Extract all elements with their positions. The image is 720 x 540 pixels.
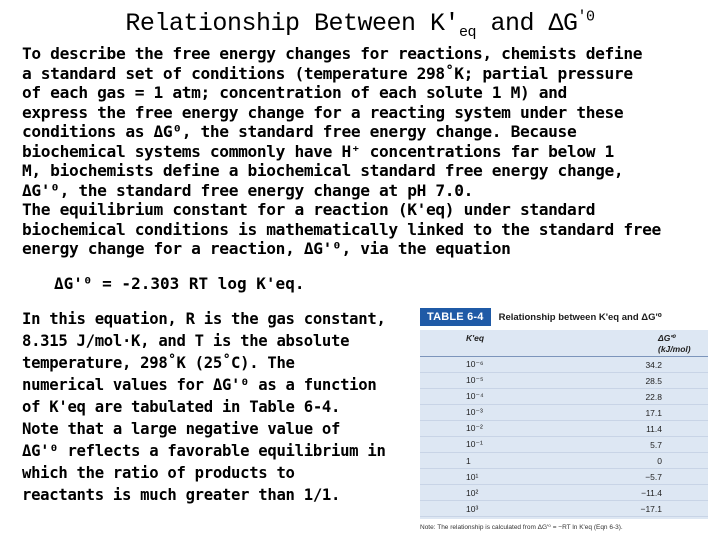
intro-paragraph-1: To describe the free energy changes for reactions, chemists define a standard set of conditions (temperature 298˚K; partial pressure of each gas = 1 atm; concentration of each solute 1 M) and express the free energy change for a reacting system under these conditions as ΔG⁰, the standard free energy change. Because biochemical systems commonly have H⁺ concentrations far below 1 M, biochemists define a biochemical standard free energy change, ΔG'⁰, the standard free energy change at pH 7.0. [22,44,643,200]
table-label: TABLE 6-4 [420,308,491,326]
table-note: Note: The relationship is calculated from ΔG'⁰ = −RT ln K'eq (Eqn 6-3). [420,524,623,531]
table-figure [420,306,708,531]
table-header-row [420,330,708,357]
table-row: 10³ −17.1 [420,501,708,517]
table-row: 10⁻¹ 5.7 [420,437,708,453]
table-body [420,330,708,519]
table-row: 10² −11.4 [420,485,708,501]
table-caption: Relationship between K'eq and ΔG'⁰ [498,311,662,323]
table-row: 10⁻⁵ 28.5 [420,373,708,389]
intro-text [22,44,712,259]
table-row: 10⁻² 11.4 [420,421,708,437]
page-title: Relationship Between $K'_{eq}$ and $\Delta G^{'0}$ [125,8,595,41]
intro-paragraph-2: The equilibrium constant for a reaction (K'eq) under standard biochemical conditions is mathematically linked to the standard free energy change for a reaction, ΔG'⁰, via the equation [22,200,661,258]
table-row: 10⁻³ 17.1 [420,405,708,421]
side-text: In this equation, R is the gas constant, 8.315 J/mol·K, and T is the absolute temperature, 298˚K (25˚C). The numerical values for ΔG'⁰ as a function of K'eq are tabulated in Table 6-4. Note that a large negative value of ΔG'⁰ reflects a favorable equilibrium in which the ratio of products to reactants is much greater than 1/1. [22,310,386,504]
column-header-keq: K'eq [466,333,485,343]
column-header-dg: ΔG'⁰ (kJ/mol) [658,333,691,354]
equation: ΔG'⁰ = -2.303 RT log K'eq. [54,274,305,293]
table-row: 10¹ −5.7 [420,469,708,485]
table-row: 1 0 [420,453,708,469]
table-row: 10⁻⁴ 22.8 [420,389,708,405]
table-row: 10⁻⁶ 34.2 [420,357,708,373]
